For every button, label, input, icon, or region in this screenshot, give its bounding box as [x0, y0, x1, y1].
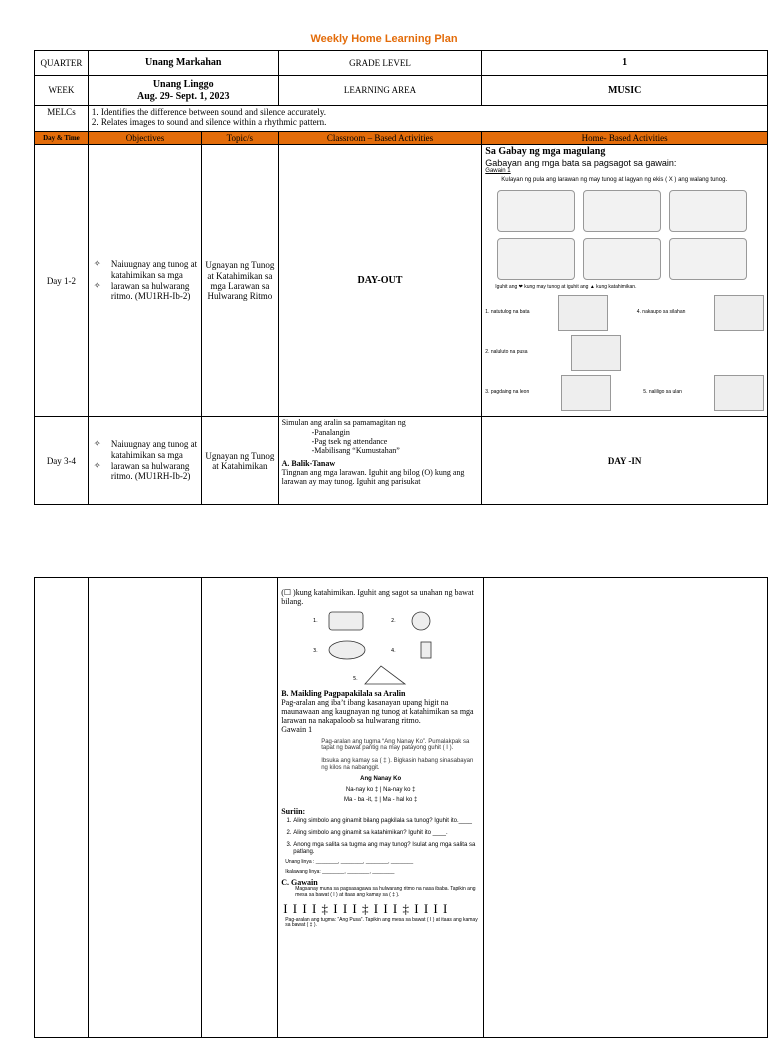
quarter-value: Unang Markahan — [88, 51, 278, 76]
cont-classroom: (☐ )kung katahimikan. Iguhit ang sagot sa unahan ng bawat bilang. 1. 2. 3. 4. 5. B. Maikling Pagpapakilala sa Aralin Pag-aralan ang iba’t ibang kasanayan upang higit na maunawaan ang kaugnayan ng tunog at katahimikan sa mga larawan na nakapaloob sa hulwarang ritmo. Gawain 1 Pag-aralan ang tugma “Ang Nanay Ko”. Pumalakpak sa tapat ng bawat pantig na may patayong guhit ( I ). Ibsuka ang kamay sa ( ‡ ). Bigkasin habang sinasabayan ng kilos na nabanggit. Ang Nanay Ko Na-nay ko ‡ | Na-nay ko ‡ Ma - ba -it, ‡ | Ma - hal ko ‡ Suriin: 1. Aling simbolo ang ginamit bilang pagkilala sa tunog? Iguhit ito.____ 2. Aling simbolo ang ginamit sa katahimikan? Iguhit ito ____. 3. Anong mga salita sa tugma ang may tunog? Isulat ang mga salita sa patlang. Unang linya : ________, ________, ________, ________ Ikalawang linya: ________, ________, ________ C. Gawain Magsanay muna sa pagsasagawa sa hulwarang ritmo na nasa ibaba. Tapikin ang mesa sa bawat ( I ) at itaas ang kamay sa ( ‡ ). I I I I ‡ I I I ‡ I I I ‡ I I I I Pag-aralan ang tugma: “Ang Pusa”. Tapikin ang mesa sa bawat ( I ) at itaas ang kamay sa bawat ( ‡ ). — [278, 578, 484, 1038]
continuation-table — [34, 577, 768, 1038]
melcs-label: MELCs — [35, 106, 89, 132]
row2-topic: Ugnayan ng Tunog at Katahimikan — [202, 417, 279, 505]
suriin-list: 1. Aling simbolo ang ginamit bilang pagkilala sa tunog? Iguhit ito.____ 2. Aling simbolo ang ginamit sa katahimikan? Iguhit ito ____. 3. Anong mga salita sa tugma ang may tunog? Isulat ang mga salita sa patlang. — [281, 818, 480, 856]
song-line-1: Na-nay ko ‡ | Na-nay ko ‡ — [345, 786, 416, 793]
area-label: LEARNING AREA — [278, 76, 482, 106]
header-topics: Topic/s — [202, 132, 279, 145]
home-title: Sa Gabay ng mga magulang — [485, 146, 606, 158]
song-title: Ang Nanay Ko — [360, 776, 402, 783]
row2-classroom: Simulan ang aralin sa pamamagitan ng -Panalangin -Pag tsek ng attendance -Mabilisang “Kumustahan” A. Balik-Tanaw Tingnan ang mga larawan. Iguhit ang bilog (O) kung ang larawan ay may tunog. Iguhit ang parisukat — [278, 417, 482, 505]
header-classroom: Classroom – Based Activities — [278, 132, 482, 145]
pic-1 — [558, 295, 608, 331]
svg-text:5.: 5. — [353, 676, 358, 683]
answer-line-1: Unang linya : ________, ________, ________, ________ — [285, 859, 414, 866]
svg-text:2.: 2. — [391, 618, 396, 625]
section-c-title: C. Gawain — [281, 877, 318, 887]
sound-silence-images — [281, 606, 477, 686]
grade-value: 1 — [482, 51, 768, 76]
row2-day: Day 3-4 — [35, 417, 89, 505]
instr-b: Ibsuka ang kamay sa ( ‡ ). Bigkasin habang sinasabayan ng kilos na nabanggit. — [321, 758, 474, 772]
pic-row-1: 1. natutulog na bata 4. nakaupo sa silahan — [485, 295, 764, 331]
drum-image — [497, 238, 575, 280]
instr-a: Pag-aralan ang tugma “Ang Nanay Ko”. Pumalakpak sa tapat ng bawat pantig na may patayong guhit ( I ). — [321, 738, 470, 752]
suriin-title: Suriin: — [281, 806, 306, 816]
pic-5 — [714, 375, 764, 411]
svg-text:3.: 3. — [313, 648, 318, 655]
mango-image — [583, 238, 661, 280]
gawain-label: Gawain 1 — [485, 168, 511, 175]
cymbals-image — [497, 190, 575, 232]
pic-3 — [561, 375, 611, 411]
last-bullet: Pag-aralan ang tugma: “Ang Pusa”. Tapikin ang mesa sa bawat ( I ) at itaas ang kamay sa bawat ( ‡ ). — [285, 916, 478, 929]
section-c-text: Magsanay muna sa pagsasagawa sa hulwarang ritmo na nasa ibaba. Tapikin ang mesa sa bawat ( I ) at itaas ang kamay sa ( ‡ ). — [295, 886, 476, 898]
week-label: WEEK — [35, 76, 89, 106]
cont-objectives — [88, 578, 201, 1038]
home-sub: Gabayan ang mga bata sa pagsagot sa gawain: — [485, 157, 677, 168]
row1-topic: Ugnayan ng Tunog at Katahimikan sa mga Larawan sa Hulwarang Ritmo — [202, 145, 279, 417]
week-value: Unang Linggo Aug. 29- Sept. 1, 2023 — [88, 76, 278, 106]
row1-day: Day 1-2 — [35, 145, 89, 417]
pic-2 — [571, 335, 621, 371]
quarter-label: QUARTER — [35, 51, 89, 76]
pic-4 — [714, 295, 764, 331]
instrument-grid — [497, 190, 764, 280]
plan-table — [34, 50, 768, 505]
pan-image — [583, 190, 661, 232]
area-value: MUSIC — [482, 76, 768, 106]
plate-image — [669, 238, 747, 280]
cont-topic — [201, 578, 277, 1038]
tambourine-image — [669, 190, 747, 232]
row2-objectives: ✧ Naiuugnay ang tunog at katahimikan sa mga ✧ larawan sa hulwarang ritmo. (MU1RH-Ib-2) — [88, 417, 201, 505]
row2-home: DAY -IN — [482, 417, 768, 505]
instr2: Iguhit ang ❤ kung may tunog at iguhit ang ▲ kung katahimikan. — [495, 283, 637, 290]
song-line-2: Ma - ba -it, ‡ | Ma - hal ko ‡ — [344, 796, 418, 803]
gawain-1-label: Gawain 1 — [281, 725, 313, 735]
melcs-text: 1. Identifies the difference between sound and silence accurately. 2. Relates images to sound and silence within a rhythmic pattern. — [88, 106, 767, 132]
section-b-title: B. Maikling Pagpapakilala sa Aralin — [281, 688, 406, 698]
header-home: Home- Based Activities — [482, 132, 768, 145]
svg-text:1.: 1. — [313, 618, 318, 625]
section-b-text: Pag-aralan ang iba’t ibang kasanayan upang higit na maunawaan ang kaugnayan ng tunog at katahimikan sa mga larawan na nakapaloob sa hulwarang ritmo. — [281, 697, 474, 726]
rhythm-pattern: I I I I ‡ I I I ‡ I I I ‡ I I I I — [283, 900, 449, 916]
answer-line-2: Ikalawang linya: ________, ________, ________ — [285, 869, 395, 876]
row1-home — [482, 145, 768, 417]
row1-classroom: DAY-OUT — [278, 145, 482, 417]
row1-objectives: ✧ Naiuugnay ang tunog at katahimikan sa mga ✧ larawan sa hulwarang ritmo. (MU1RH-Ib-2) — [88, 145, 201, 417]
svg-text:4.: 4. — [391, 648, 396, 655]
pic-row-2: 2. naluluto na pusa — [485, 335, 764, 371]
cont-home — [484, 578, 768, 1038]
gawain-instr: Kulayan ng pula ang larawan ng may tunog at lagyan ng ekis ( X ) ang walang tunog. — [501, 177, 728, 184]
header-day-time: Day & Time — [35, 132, 89, 145]
grade-label: GRADE LEVEL — [278, 51, 482, 76]
cont-day — [35, 578, 89, 1038]
page-title: Weekly Home Learning Plan — [310, 33, 458, 45]
header-objectives: Objectives — [88, 132, 201, 145]
pic-row-3: 3. pagdaing na leon 5. naliligo sa ulan — [485, 375, 764, 411]
